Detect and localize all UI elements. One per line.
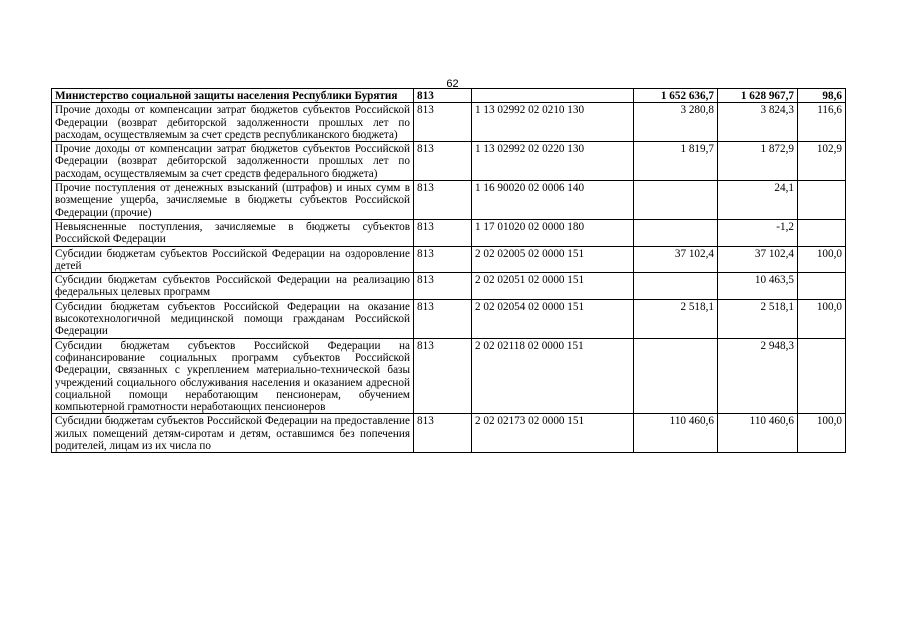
table-row	[52, 181, 846, 220]
actual-amount: 2 518,1	[718, 299, 798, 338]
budget-revenue-table	[51, 88, 846, 453]
ministry-header-row	[52, 89, 846, 103]
table-row	[52, 299, 846, 338]
ministry-fact: 1 628 967,7	[718, 89, 798, 103]
ministry-name: Министерство социальной защиты населения Республики Бурятия	[52, 89, 414, 103]
execution-percent: 116,6	[798, 103, 846, 142]
revenue-description: Субсидии бюджетам субъектов Российской Федерации на реализацию федеральных целевых программ	[52, 273, 414, 300]
planned-amount	[634, 273, 718, 300]
budget-classification-code: 1 13 02992 02 0220 130	[472, 142, 634, 181]
actual-amount: 10 463,5	[718, 273, 798, 300]
admin-code: 813	[414, 142, 472, 181]
table-row	[52, 142, 846, 181]
admin-code: 813	[414, 273, 472, 300]
ministry-plan: 1 652 636,7	[634, 89, 718, 103]
revenue-description: Субсидии бюджетам субъектов Российской Федерации на предоставление жилых помещений детям-сиротам и детям, оставшимся без попечения родителей, лицам из их числа по	[52, 414, 414, 453]
budget-classification-code: 1 13 02992 02 0210 130	[472, 103, 634, 142]
ministry-percent: 98,6	[798, 89, 846, 103]
budget-classification-code: 2 02 02118 02 0000 151	[472, 338, 634, 414]
actual-amount: 37 102,4	[718, 246, 798, 273]
revenue-description: Субсидии бюджетам субъектов Российской Федерации на софинансирование социальных программ субъектов Российской Федерации, связанных с укреплением материально-технической базы учреждений социального обслуживания населения и оказанием адресной социальной помощи неработающим пенсионерам, обучением компьютерной грамотности неработающих пенсионеров	[52, 338, 414, 414]
revenue-description: Невыясненные поступления, зачисляемые в бюджеты субъектов Российской Федерации	[52, 219, 414, 246]
budget-classification-code: 2 02 02054 02 0000 151	[472, 299, 634, 338]
actual-amount: 3 824,3	[718, 103, 798, 142]
revenue-description: Субсидии бюджетам субъектов Российской Федерации на оказание высокотехнологичной медицинской помощи гражданам Российской Федерации	[52, 299, 414, 338]
ministry-code: 813	[414, 89, 472, 103]
budget-classification-code: 2 02 02051 02 0000 151	[472, 273, 634, 300]
planned-amount: 3 280,8	[634, 103, 718, 142]
revenue-description: Прочие доходы от компенсации затрат бюджетов субъектов Российской Федерации (возврат дебиторской задолженности прошлых лет по расходам, осуществляемым за счет средств республиканского бюджета)	[52, 103, 414, 142]
planned-amount	[634, 219, 718, 246]
admin-code: 813	[414, 299, 472, 338]
execution-percent	[798, 181, 846, 220]
actual-amount: -1,2	[718, 219, 798, 246]
planned-amount	[634, 338, 718, 414]
table-row	[52, 273, 846, 300]
table-row	[52, 246, 846, 273]
table-row	[52, 103, 846, 142]
table-row	[52, 219, 846, 246]
admin-code: 813	[414, 338, 472, 414]
table-row	[52, 338, 846, 414]
planned-amount: 37 102,4	[634, 246, 718, 273]
revenue-description: Прочие доходы от компенсации затрат бюджетов субъектов Российской Федерации (возврат дебиторской задолженности прошлых лет по расходам, осуществляемым за счет средств федерального бюджета)	[52, 142, 414, 181]
admin-code: 813	[414, 246, 472, 273]
execution-percent	[798, 273, 846, 300]
budget-classification-code: 2 02 02173 02 0000 151	[472, 414, 634, 453]
execution-percent: 100,0	[798, 414, 846, 453]
planned-amount: 1 819,7	[634, 142, 718, 181]
actual-amount: 24,1	[718, 181, 798, 220]
budget-classification-code: 1 16 90020 02 0006 140	[472, 181, 634, 220]
execution-percent: 102,9	[798, 142, 846, 181]
admin-code: 813	[414, 414, 472, 453]
budget-classification-code: 1 17 01020 02 0000 180	[472, 219, 634, 246]
admin-code: 813	[414, 103, 472, 142]
admin-code: 813	[414, 181, 472, 220]
execution-percent	[798, 219, 846, 246]
execution-percent	[798, 338, 846, 414]
table-row	[52, 414, 846, 453]
revenue-description: Прочие поступления от денежных взысканий (штрафов) и иных сумм в возмещение ущерба, зачисляемые в бюджеты субъектов Российской Федерации (прочие)	[52, 181, 414, 220]
execution-percent: 100,0	[798, 246, 846, 273]
execution-percent: 100,0	[798, 299, 846, 338]
actual-amount: 2 948,3	[718, 338, 798, 414]
actual-amount: 110 460,6	[718, 414, 798, 453]
admin-code: 813	[414, 219, 472, 246]
planned-amount: 2 518,1	[634, 299, 718, 338]
planned-amount: 110 460,6	[634, 414, 718, 453]
ministry-kbk	[472, 89, 634, 103]
revenue-description: Субсидии бюджетам субъектов Российской Федерации на оздоровление детей	[52, 246, 414, 273]
budget-classification-code: 2 02 02005 02 0000 151	[472, 246, 634, 273]
actual-amount: 1 872,9	[718, 142, 798, 181]
page-number: 62	[446, 78, 459, 90]
planned-amount	[634, 181, 718, 220]
